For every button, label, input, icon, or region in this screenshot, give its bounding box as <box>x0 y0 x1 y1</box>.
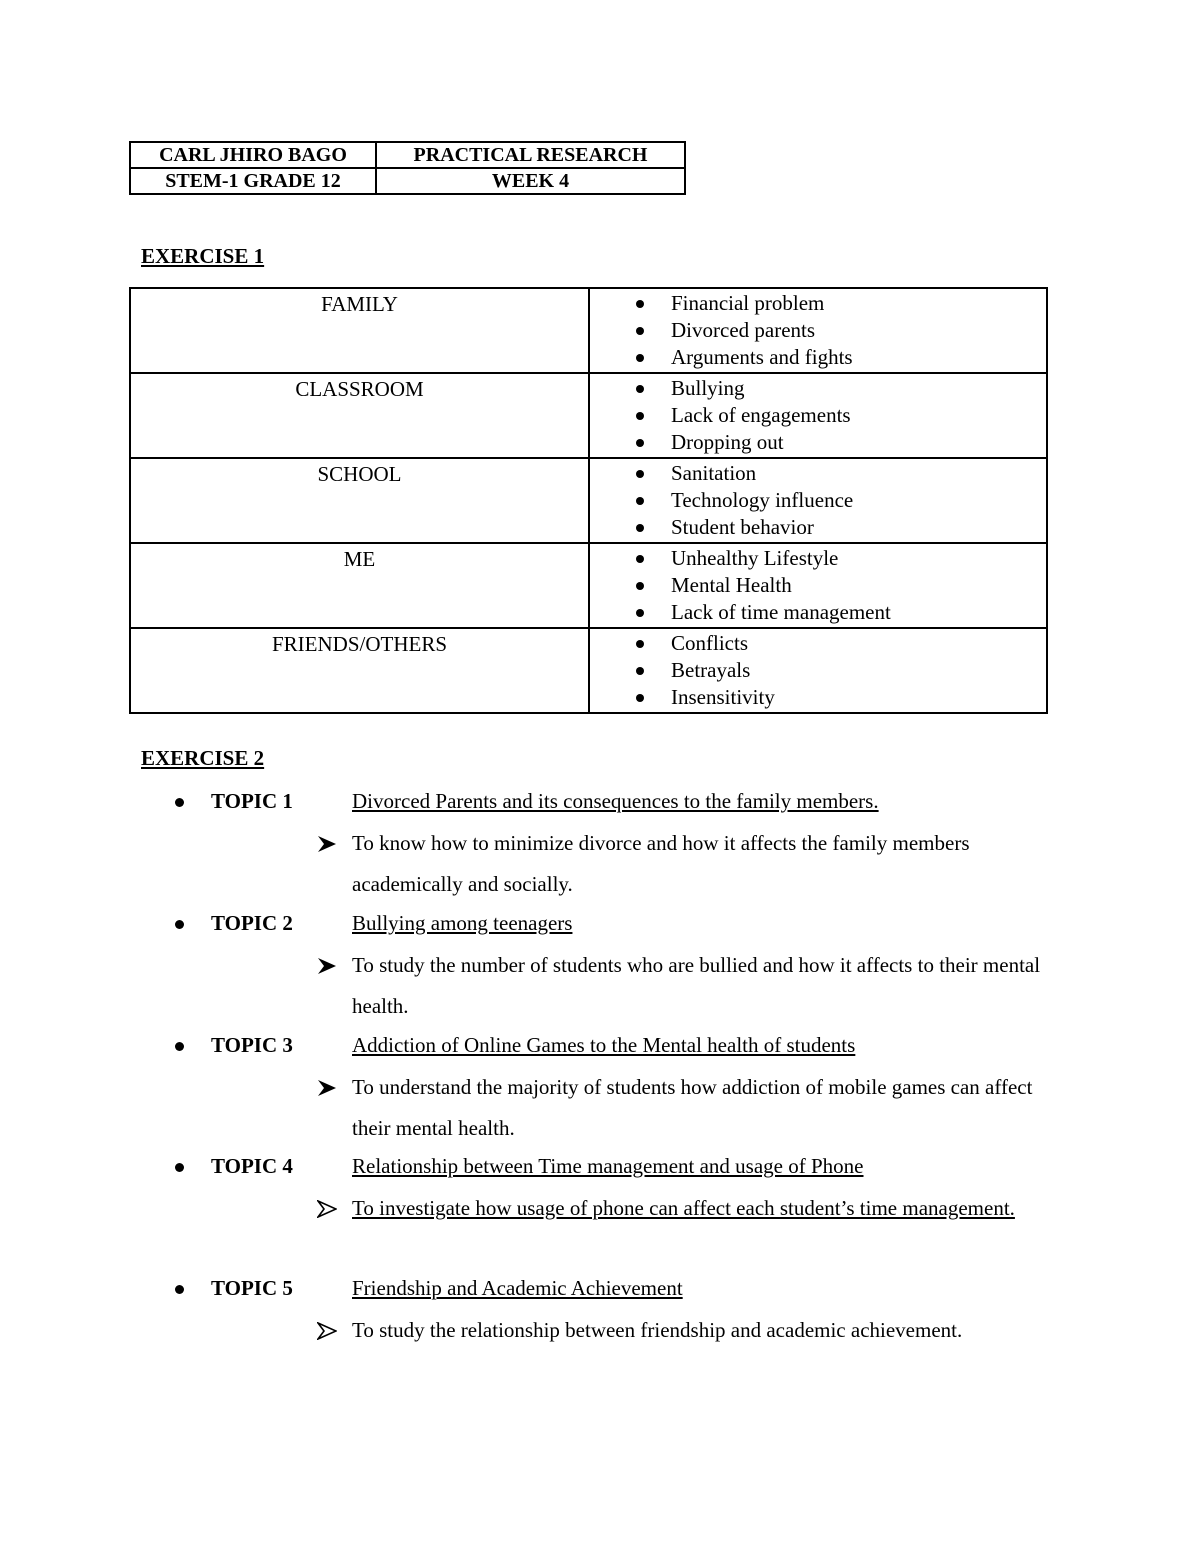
arrow-bullet-icon <box>317 1322 337 1340</box>
list-item: Divorced parents <box>590 317 1046 344</box>
list-item: Dropping out <box>590 429 1046 456</box>
list-item: Student behavior <box>590 514 1046 541</box>
topic-title: Friendship and Academic Achievement <box>352 1276 683 1300</box>
list-item: Insensitivity <box>590 684 1046 711</box>
topic-title: Divorced Parents and its consequences to the family members. <box>352 789 879 813</box>
bullet-icon <box>636 327 644 335</box>
list-item: Conflicts <box>590 630 1046 657</box>
table-row <box>130 288 1047 373</box>
issues-cell <box>589 288 1047 373</box>
exercise2-title: EXERCISE 2 <box>141 746 265 770</box>
subject-name: PRACTICAL RESEARCH <box>376 142 685 168</box>
bullet-icon <box>636 609 644 617</box>
issues-cell <box>589 628 1047 713</box>
bullet-icon <box>175 920 184 929</box>
list-item: Lack of time management <box>590 599 1046 626</box>
grade-section: STEM-1 GRADE 12 <box>130 168 376 194</box>
list-item: Bullying <box>590 375 1046 402</box>
header-table <box>129 141 686 195</box>
arrow-bullet-icon <box>317 957 337 975</box>
list-item: Lack of engagements <box>590 402 1046 429</box>
bullet-icon <box>175 798 184 807</box>
table-row <box>130 458 1047 543</box>
bullet-icon <box>636 354 644 362</box>
topic-label: TOPIC 2 <box>211 911 293 935</box>
week-label: WEEK 4 <box>376 168 685 194</box>
topic-label: TOPIC 1 <box>211 789 293 813</box>
arrow-bullet-icon <box>317 1200 337 1218</box>
topic-label: TOPIC 4 <box>211 1154 293 1178</box>
category-school: SCHOOL <box>130 458 589 543</box>
bullet-icon <box>175 1042 184 1051</box>
category-family: FAMILY <box>130 288 589 373</box>
bullet-icon <box>636 412 644 420</box>
topic-title: Relationship between Time management and usage of Phone <box>352 1154 864 1178</box>
bullet-icon <box>636 300 644 308</box>
bullet-icon <box>636 667 644 675</box>
topic-label: TOPIC 3 <box>211 1033 293 1057</box>
topic-label: TOPIC 5 <box>211 1276 293 1300</box>
list-item: Betrayals <box>590 657 1046 684</box>
issues-cell <box>589 373 1047 458</box>
list-item: Arguments and fights <box>590 344 1046 371</box>
student-name: CARL JHIRO BAGO <box>130 142 376 168</box>
list-item: Financial problem <box>590 290 1046 317</box>
list-item: Unhealthy Lifestyle <box>590 545 1046 572</box>
list-item: Mental Health <box>590 572 1046 599</box>
category-classroom: CLASSROOM <box>130 373 589 458</box>
exercise1-table <box>129 287 1048 714</box>
bullet-icon <box>636 470 644 478</box>
bullet-icon <box>636 640 644 648</box>
table-row <box>130 543 1047 628</box>
arrow-bullet-icon <box>317 835 337 853</box>
bullet-icon <box>636 694 644 702</box>
issues-cell <box>589 543 1047 628</box>
topic-objective: To understand the majority of students how addiction of mobile games can affect their mental health. <box>352 1075 1033 1140</box>
bullet-icon <box>175 1285 184 1294</box>
arrow-bullet-icon <box>317 1079 337 1097</box>
topic-objective: To study the number of students who are bullied and how it affects to their mental health. <box>352 953 1041 1018</box>
topic-title: Bullying among teenagers <box>352 911 573 935</box>
bullet-icon <box>636 385 644 393</box>
topic-objective: To study the relationship between friendship and academic achievement. <box>352 1318 963 1342</box>
table-row <box>130 373 1047 458</box>
bullet-icon <box>636 555 644 563</box>
topic-title: Addiction of Online Games to the Mental health of students <box>352 1033 856 1057</box>
list-item: Sanitation <box>590 460 1046 487</box>
topic-objective: To investigate how usage of phone can affect each student’s time management. <box>352 1196 1015 1220</box>
bullet-icon <box>636 439 644 447</box>
table-row <box>130 628 1047 713</box>
topic-objective: To know how to minimize divorce and how it affects the family members academically and socially. <box>352 831 970 896</box>
bullet-icon <box>175 1163 184 1172</box>
bullet-icon <box>636 497 644 505</box>
issues-cell <box>589 458 1047 543</box>
category-me: ME <box>130 543 589 628</box>
category-friends-others: FRIENDS/OTHERS <box>130 628 589 713</box>
bullet-icon <box>636 582 644 590</box>
bullet-icon <box>636 524 644 532</box>
exercise1-title: EXERCISE 1 <box>141 244 265 268</box>
list-item: Technology influence <box>590 487 1046 514</box>
